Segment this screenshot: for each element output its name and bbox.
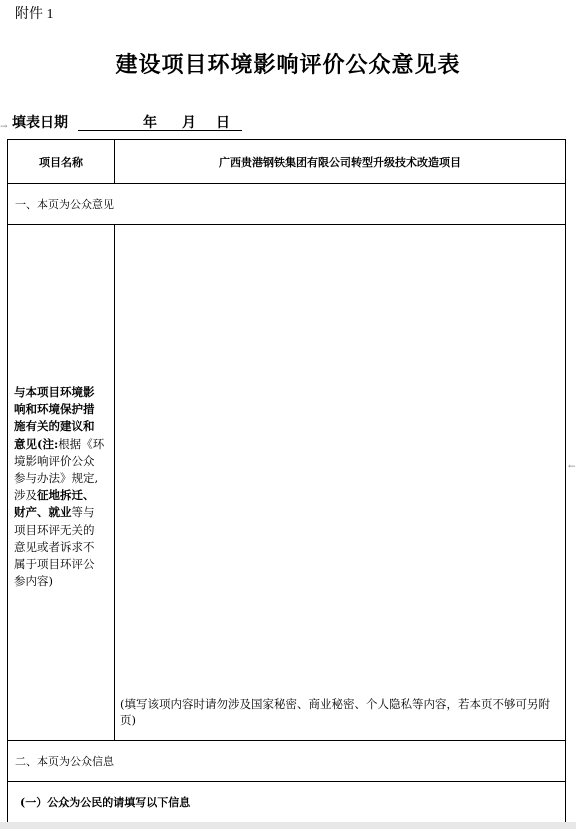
opinion-note: (填写该项内容时请勿涉及国家秘密、商业秘密、个人隐私等内容，若本页不够可另附页) [120, 697, 550, 727]
date-year: 年 [143, 115, 157, 131]
left-margin-mark: → [0, 122, 8, 132]
project-name-label: 项目名称 [39, 156, 83, 169]
row-divider [8, 781, 565, 782]
opinion-form-table [7, 139, 566, 829]
attachment-label: 附件 1 [15, 7, 54, 22]
section-public-opinion-heading: 一、本页为公众意见 [15, 198, 114, 211]
date-label: 填表日期 [12, 115, 68, 131]
date-month: 月 [182, 115, 196, 131]
form-title: 建设项目环境影响评价公众意见表 [115, 52, 461, 78]
right-margin-mark: ← [568, 462, 576, 472]
opinion-label: 与本项目环境影 响和环境保护措 施有关的建议和 意见(注:根据《环 境影响评价公众 参与办法》规定, 涉及征地拆迁、 财产、就业等与 项目环评无关的 意见或者诉求不 属于项目环评公 参内容) [14, 385, 105, 589]
opinion-input-area[interactable] [115, 225, 565, 740]
project-name-value[interactable]: 广西贵港钢铁集团有限公司转型升级技术改造项目 [219, 156, 461, 169]
row-divider [8, 183, 565, 184]
section-citizen-info-subheading: (一）公众为公民的请填写以下信息 [20, 796, 191, 809]
page-bottom-edge [0, 822, 576, 829]
date-day: 日 [216, 115, 230, 131]
section-public-info-heading: 二、本页为公众信息 [15, 755, 114, 768]
row-divider [8, 740, 565, 741]
